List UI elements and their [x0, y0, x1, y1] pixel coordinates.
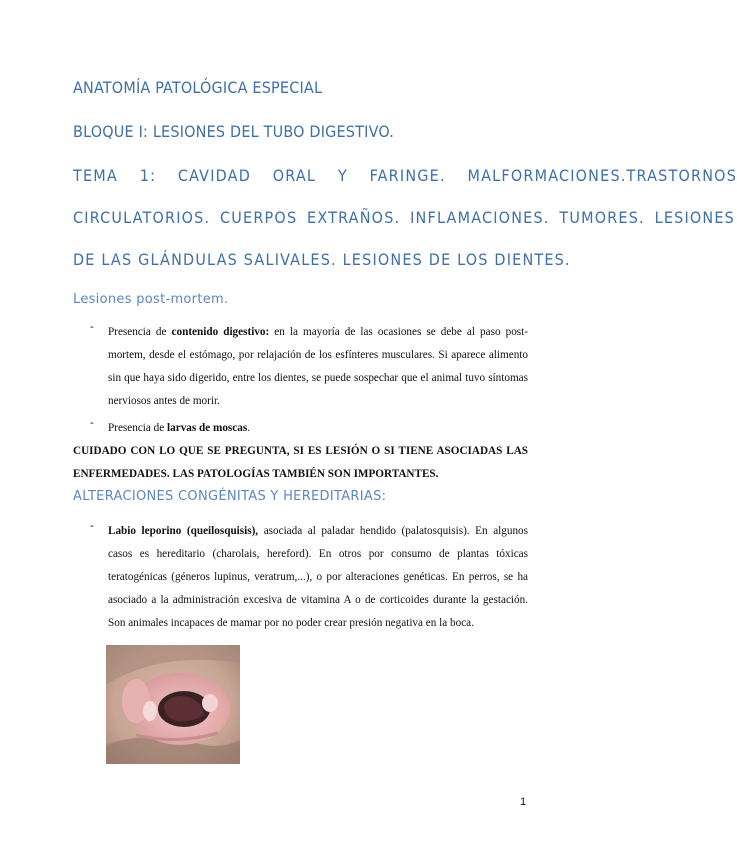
item-text: Presencia de [108, 422, 168, 434]
topic-heading-line-3: DE LAS GLÁNDULAS SALIVALES. LESIONES DE LOS DIENTES. [73, 250, 571, 269]
bullet-marker: - [90, 520, 94, 532]
item-bold-term: contenido digestivo: [171, 326, 270, 338]
section-heading-congenital: ALTERACIONES CONGÉNITAS Y HEREDITARIAS: [73, 489, 387, 504]
item-bold-term: Labio leporino (queilosquisis), [108, 525, 259, 537]
block-heading: BLOQUE I: LESIONES DEL TUBO DIGESTIVO. [73, 122, 394, 141]
item-bold-term: larvas de moscas [167, 422, 248, 434]
page-number: 1 [520, 796, 527, 808]
item-text: . [247, 422, 250, 434]
document-title: ANATOMÍA PATOLÓGICA ESPECIAL [73, 78, 323, 97]
section-heading-postmortem: Lesiones post-mortem. [73, 292, 229, 307]
list-item-fly-larvae [108, 417, 528, 440]
bullet-marker: - [90, 321, 94, 333]
cleft-palate-photo [106, 645, 240, 764]
item-text: Presencia de [108, 326, 172, 338]
list-item-digestive-content [108, 321, 528, 413]
warning-note: CUIDADO CON LO QUE SE PREGUNTA, SI ES LESIÓN O SI TIENE ASOCIADAS LAS ENFERMEDADES. LAS PATOLOGÍAS TAMBIÉN SON IMPORTANTES. [73, 445, 528, 480]
topic-heading-line-2: CIRCULATORIOS. CUERPOS EXTRAÑOS. INFLAMACIONES. TUMORES. LESIONES [73, 208, 736, 227]
topic-heading-line-1: TEMA 1: CAVIDAD ORAL Y FARINGE. MALFORMACIONES.TRASTORNOS [73, 166, 737, 185]
item-text: en la mayoría de las ocasiones se debe al paso post-mortem, desde el estómago, por relajación de los esfínteres musculares. Si aparece alimento sin que haya sido digerido, entre los dientes, se puede sospechar que el animal tuvo síntomas nerviosos antes de morir. [108, 326, 528, 407]
bullet-marker: - [90, 417, 94, 429]
list-item-cleft-lip [108, 520, 528, 635]
item-text: asociada al paladar hendido (palatosquisis). En algunos casos es hereditario (charolais, hereford). En otros por consumo de plantas tóxicas teratogénicas (géneros lupinus, veratrum,...), o por alteraciones genéticas. En perros, se ha asociado a la administración excesiva de vitamina A o de corticoides durante la gestación. Son animales incapaces de mamar por no poder crear presión negativa en la boca. [108, 525, 528, 629]
